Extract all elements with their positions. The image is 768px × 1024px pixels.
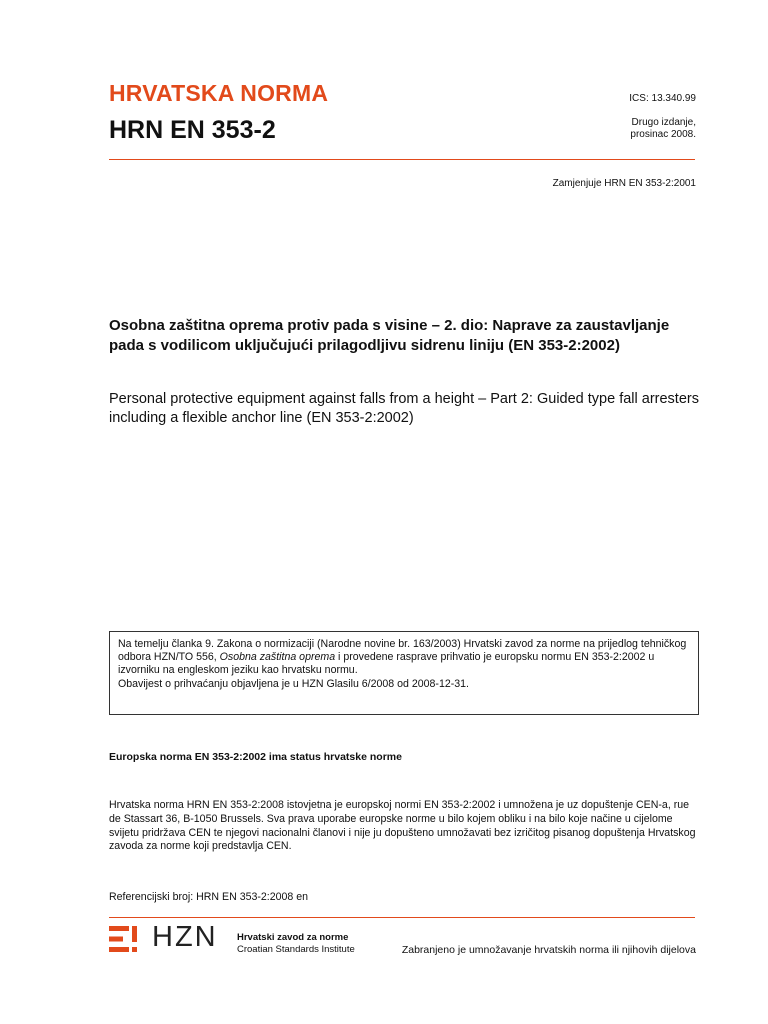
edition-line-2: prosinac 2008. <box>630 129 696 140</box>
edition-line-1: Drugo izdanje, <box>631 117 696 128</box>
institute-name-croatian: Hrvatski zavod za norme <box>237 932 349 943</box>
copyright-paragraph: Hrvatska norma HRN EN 353-2:2008 istovjetna je europskoj normi EN 353-2:2002 i umnožena je uz dopuštenje CEN-a, rue de Stassart 36, B-1050 Brussels. Sva prava uporabe europske norme u bilo kojem obliku i na bilo koje načine u cijelome svijetu pridržava CEN te njegovi nacionalni članovi i nije ju dopušteno umnožavati bez izričitog pisanog dopuštenja Hrvatskog zavoda za norme koji predstavlja CEN. <box>109 799 696 853</box>
approval-text-part2: i provedene rasprave prihvatio je europsku normu EN 353-2:2002 u izvorniku na engleskom jeziku kao hrvatsku normu. <box>118 651 655 677</box>
footer-divider <box>109 917 695 918</box>
hzn-logo-icon <box>109 926 137 952</box>
reference-number: Referencijski broj: HRN EN 353-2:2008 en <box>109 891 309 903</box>
approval-text <box>118 638 690 678</box>
title-english: Personal protective equipment against falls from a height – Part 2: Guided type fall arresters including a flexible anchor line (EN 353-2:2002) <box>109 391 699 426</box>
status-statement: Europska norma EN 353-2:2002 ima status hrvatske norme <box>109 751 402 763</box>
approval-box <box>109 631 699 715</box>
reproduction-notice: Zabranjeno je umnožavanje hrvatskih norma ili njihovih dijelova <box>401 944 696 956</box>
edition-info <box>590 117 696 141</box>
standard-brand-title: HRVATSKA NORMA <box>109 80 329 106</box>
hzn-logo-text: HZN <box>152 921 218 953</box>
title-croatian: Osobna zaštitna oprema protiv pada s visine – 2. dio: Naprave za zaustavljanje pada s vodilicom uključujući prilagodljivu sidrenu liniju (EN 353-2:2002) <box>109 317 670 354</box>
ics-classification: ICS: 13.340.99 <box>629 93 696 104</box>
header-divider <box>109 159 695 160</box>
standard-code: HRN EN 353-2 <box>109 116 276 144</box>
institute-name-english: Croatian Standards Institute <box>237 944 355 955</box>
approval-text-part1: Na temelju članka 9. Zakona o normizaciji (Narodne novine br. 163/2003) Hrvatski zavod za norme na prijedlog tehničkog odbora HZN/TO 556, <box>118 638 687 664</box>
replaces-note: Zamjenjuje HRN EN 353-2:2001 <box>552 178 696 189</box>
approval-text-committee: Osobna zaštitna oprema <box>219 651 336 664</box>
approval-notice: Obavijest o prihvaćanju objavljena je u HZN Glasilu 6/2008 od 2008-12-31. <box>118 677 469 690</box>
